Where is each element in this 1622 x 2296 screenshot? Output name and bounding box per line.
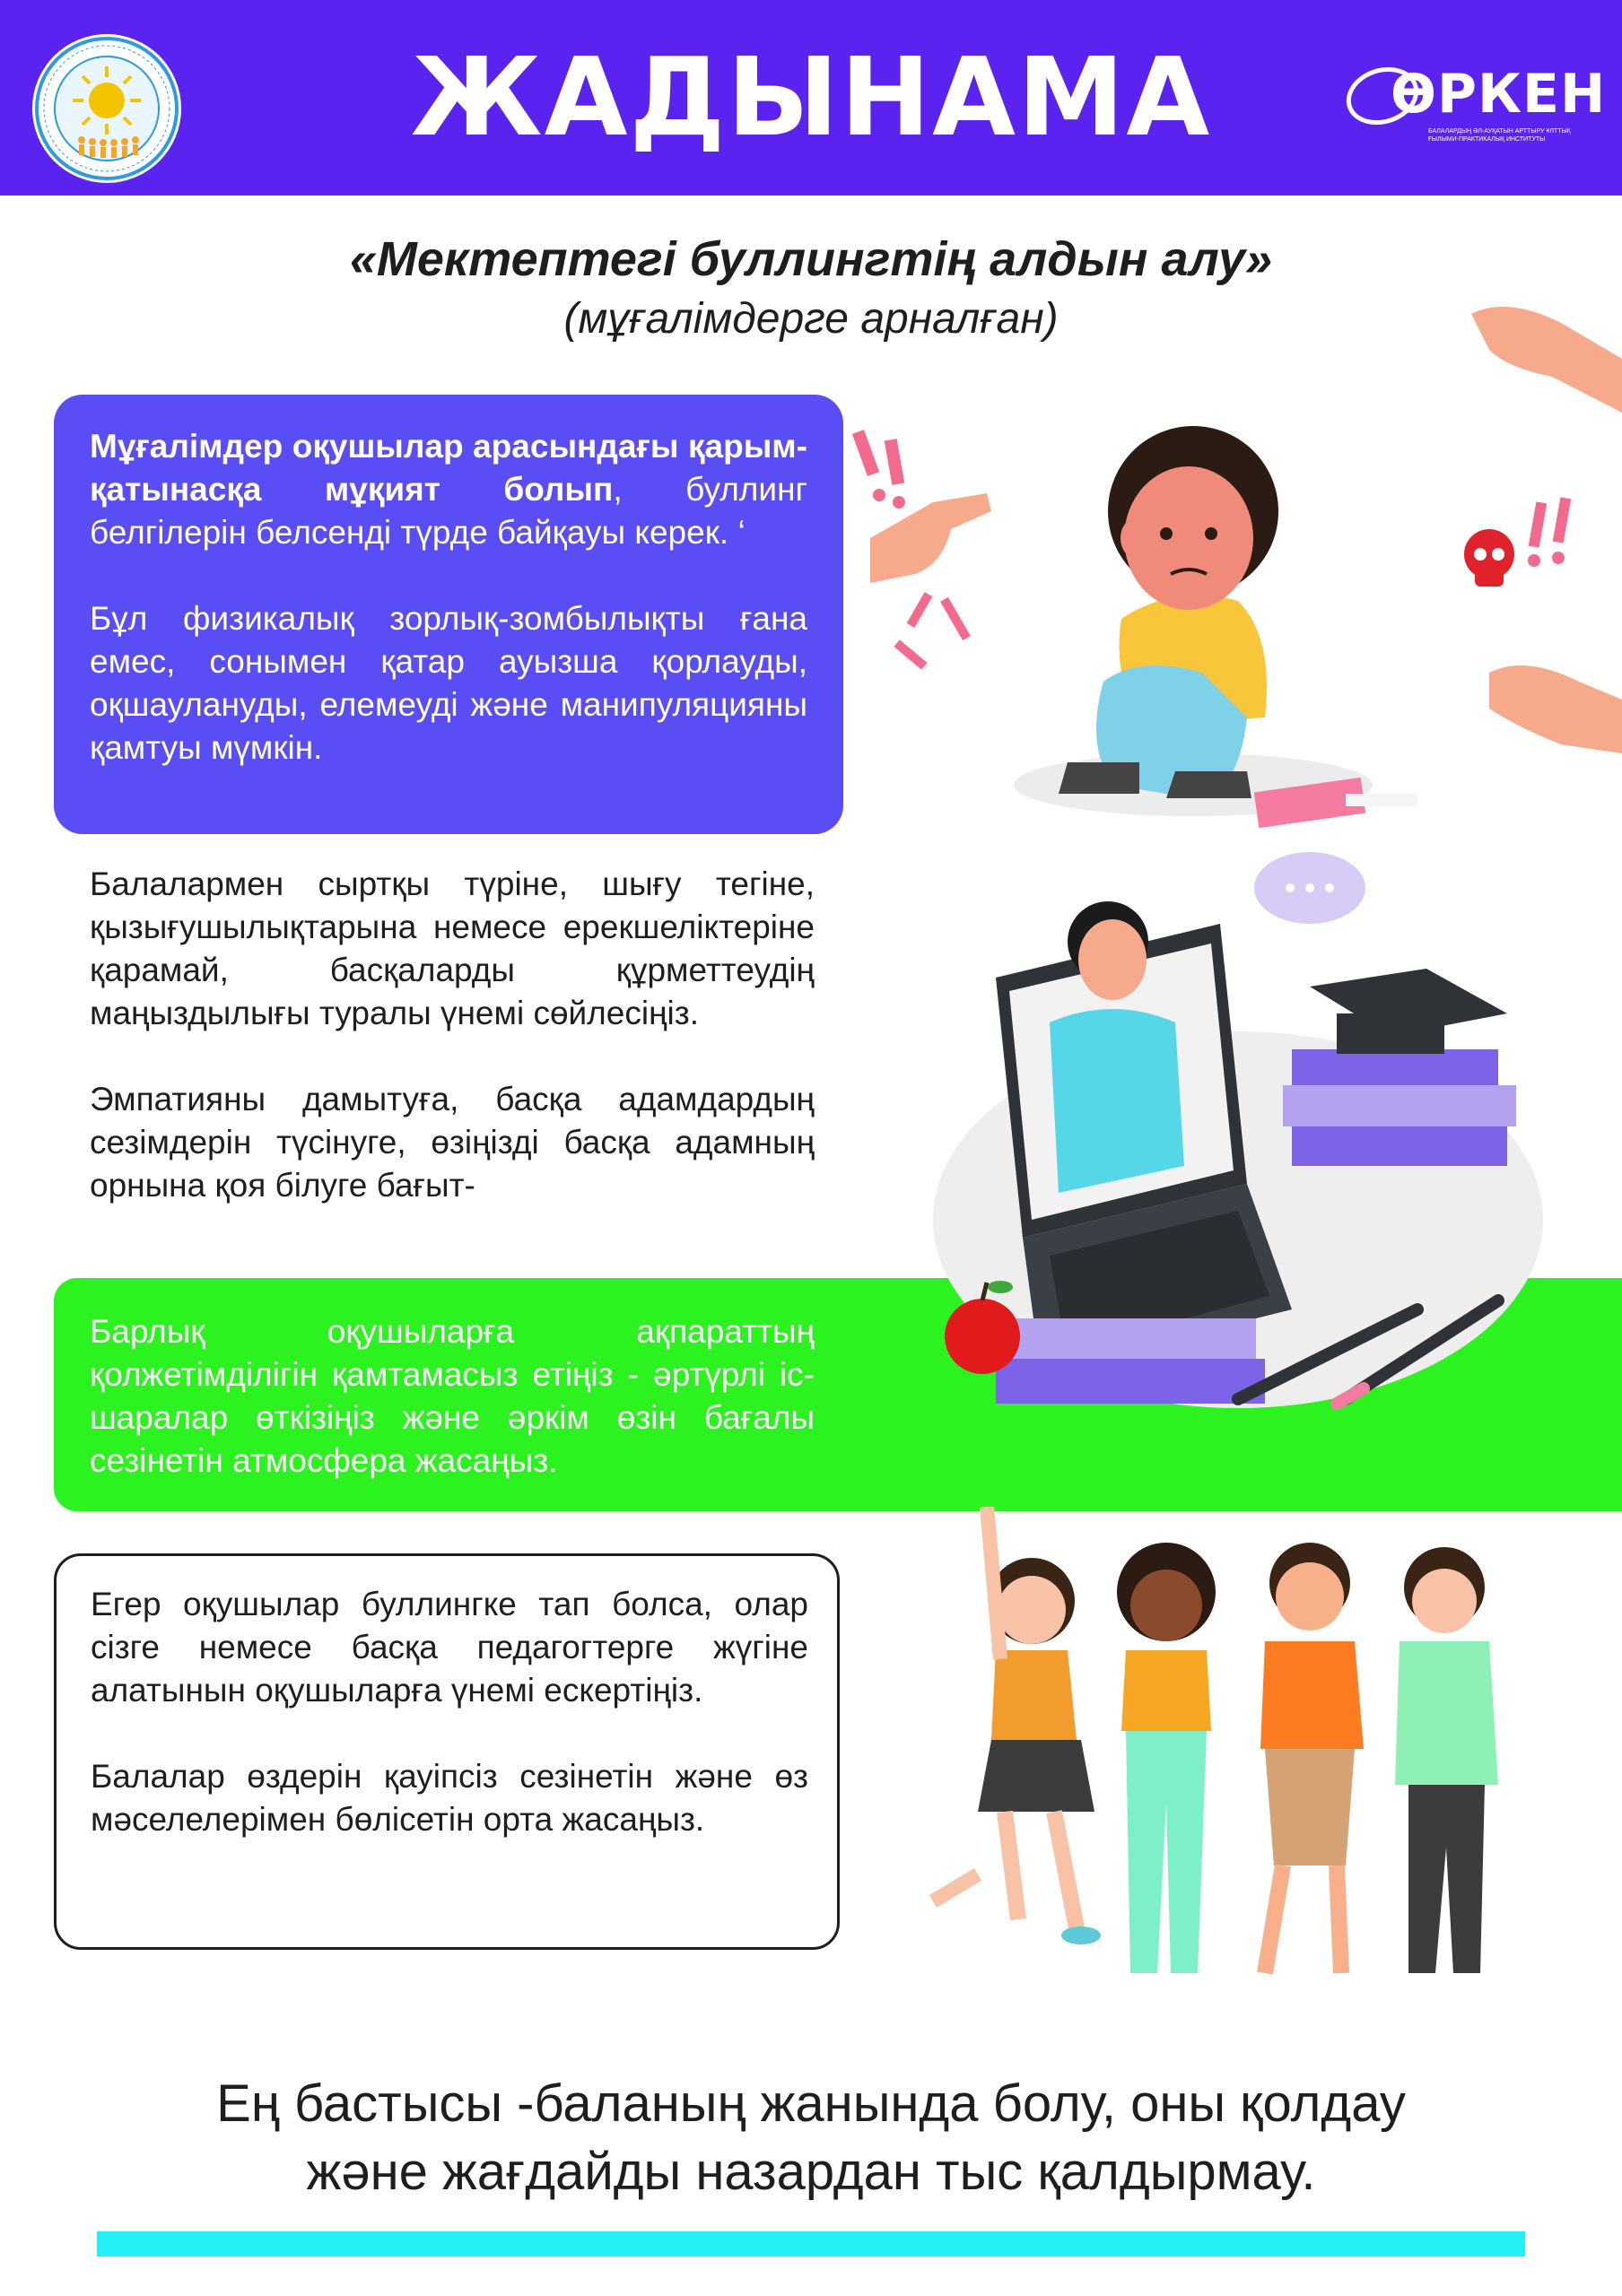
purple-box-text [90,425,807,770]
kid-2 [1117,1543,1216,1973]
outlined-box-text [91,1583,808,1841]
conclusion-text [0,2070,1622,2206]
block4-paragraph-2: Балалар өздерін қауіпсіз сезінетін және өз мәселелерімен бөлісетін орта жасаңыз. [91,1758,808,1838]
purple-info-box [54,395,843,834]
seal-logo-icon [32,34,181,183]
poster-audience: (мұғалімдерге арналған) [563,295,1059,343]
block3-paragraph-1: Барлық оқушыларға ақпараттың қолжетімділігін қамтамасыз етіңіз - әртүрлі іс-шаралар өткізіңіз және әркім өзін бағалы сезінетін атмосфера жасаңыз. [90,1313,815,1479]
info-block-2 [90,863,815,1207]
kid-4 [1395,1547,1498,1973]
page-title: ЖАДЫНАМА [410,35,1212,161]
block1-paragraph-2: Бұл физикалық зорлық-зомбылықты ғана емес, сонымен қатар ауызша қорлауды, оқшаулануды, елемеуді және манипуляцияны қамтуы мүмкін. [90,600,807,766]
block2-paragraph-2: Эмпатияны дамытуға, басқа адамдардың сезімдерін түсінуге, өзіңізді басқа адамның орнына қоя білуге бағыт- [90,1081,815,1204]
orken-logo-tagline: БАЛАЛАРДЫҢ ӘЛ-АУҚАТЫН АРТТЫРУ ҰЛТТЫҚ ҒЫЛЫМИ-ПРАКТИКАЛЫҚ ИНСТИТУТЫ [1428,128,1571,143]
conclusion-line-2: және жағдайды назардан тыс қалдырмау. [306,2143,1316,2201]
bottom-accent-line [97,2231,1525,2257]
poster-subtitle: «Мектептегі буллингтің алдын алу» [349,232,1273,286]
skull-icon [1464,529,1514,587]
block1-bold: Мұғалімдер оқушылар арасындағы қарым-қатынасқа мұқият болып [90,428,807,508]
orken-logo-text: ӨРКЕН [1391,63,1607,126]
online-teacher-illustration [915,843,1597,1426]
block1-rest: , буллинг белгілерін белсенді түрде байқауы керек. ‘ [90,471,807,551]
chat-bubble-icon [1254,852,1365,924]
block2-paragraph-1: Балалармен сыртқы түріне, шығу тегіне, қызығушылықтарына немесе ерекшеліктеріне қарамай, басқаларды құрметтеудің маңыздылығы туралы үнемі сөйлесіңіз. [90,865,815,1031]
orken-logo-icon [1346,54,1607,152]
friends-group-illustration [897,1507,1543,2009]
outlined-info-box [54,1553,840,1950]
conclusion-line-1: Ең бастысы -баланың жанында болу, оны қолдау [216,2074,1406,2133]
kid-1 [933,1507,1101,1944]
block4-paragraph-1: Егер оқушылар буллингке тап болса, олар сізге немесе басқа педагогтерге жүгіне алатынын оқушыларға үнемі ескертіңіз. [91,1586,808,1709]
kid-3 [1260,1543,1364,1973]
bullied-child-illustration [843,296,1622,870]
